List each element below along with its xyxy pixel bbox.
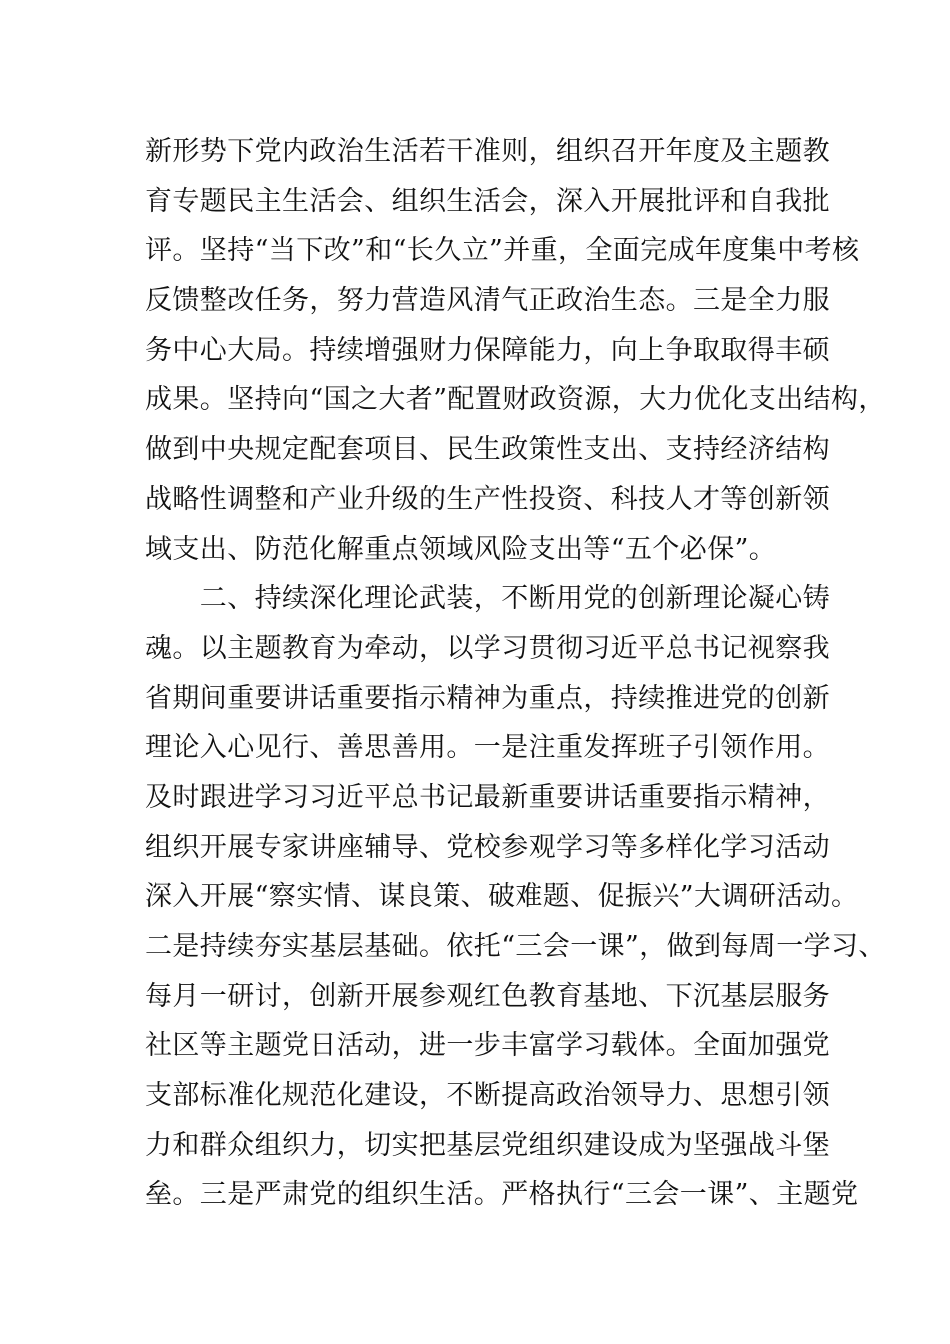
text-line: 二是持续夯实基层基础。依托“三会一课”，做到每周一学习、 xyxy=(145,931,886,962)
text-line: 育专题民主生活会、组织生活会，深入开展批评和自我批 xyxy=(145,185,830,217)
text-line: 省期间重要讲话重要指示精神为重点，持续推进党的创新 xyxy=(145,682,830,714)
text-line: 社区等主题党日活动，进一步丰富学习载体。全面加强党 xyxy=(145,1030,830,1062)
text-line: 垒。三是严肃党的组织生活。严格执行“三会一课”、主题党 xyxy=(145,1179,859,1211)
text-line: 魂。以主题教育为牵动，以学习贯彻习近平总书记视察我 xyxy=(145,632,830,664)
section-heading-line: 二、持续深化理论武装，不断用党的创新理论凝心铸 xyxy=(145,583,830,615)
text-line: 反馈整改任务，努力营造风清气正政治生态。三是全力服 xyxy=(145,285,830,317)
body-text xyxy=(145,127,886,1220)
text-line: 及时跟进学习习近平总书记最新重要讲话重要指示精神， xyxy=(145,781,830,813)
text-line: 力和群众组织力，切实把基层党组织建设成为坚强战斗堡 xyxy=(145,1129,830,1161)
text-line: 深入开展“察实情、谋良策、破难题、促振兴”大调研活动。 xyxy=(145,881,859,913)
text-line: 做到中央规定配套项目、民生政策性支出、支持经济结构 xyxy=(145,434,830,466)
text-line: 战略性调整和产业升级的生产性投资、科技人才等创新领 xyxy=(145,483,830,515)
text-line: 新形势下党内政治生活若干准则，组织召开年度及主题教 xyxy=(145,136,830,167)
text-line: 务中心大局。持续增强财力保障能力，向上争取取得丰硕 xyxy=(145,334,830,366)
text-line: 支部标准化规范化建设，不断提高政治领导力、思想引领 xyxy=(145,1080,830,1112)
text-line: 每月一研讨，创新开展参观红色教育基地、下沉基层服务 xyxy=(145,980,830,1012)
text-line: 组织开展专家讲座辅导、党校参观学习等多样化学习活动 xyxy=(145,831,830,863)
text-line: 域支出、防范化解重点领域风险支出等“五个必保”。 xyxy=(145,533,777,565)
text-line: 理论入心见行、善思善用。一是注重发挥班子引领作用。 xyxy=(145,732,830,764)
text-line: 评。坚持“当下改”和“长久立”并重，全面完成年度集中考核 xyxy=(145,235,860,267)
text-line: 成果。坚持向“国之大者”配置财政资源，大力优化支出结构， xyxy=(145,384,886,416)
